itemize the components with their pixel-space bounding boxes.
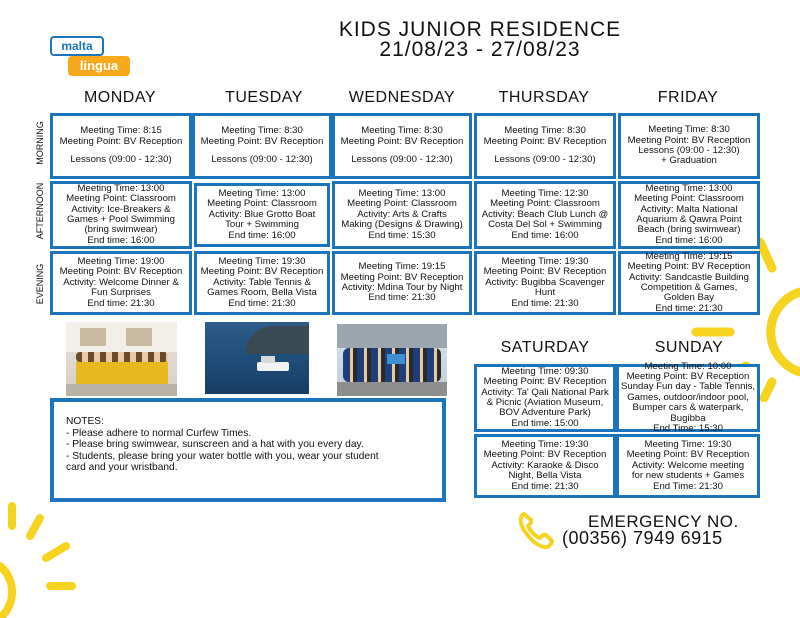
cell-line: Meeting Time: 8:30: [221, 125, 303, 137]
cell-line: Meeting Point: BV Reception: [59, 266, 183, 278]
cell-line: (bring swimwear): [84, 224, 158, 236]
cell-line: Making (Designs & Drawing): [341, 219, 463, 231]
cell-line: Lessons (09:00 - 12:30): [211, 154, 313, 166]
cell-line: Meeting Time: 8:15: [80, 125, 162, 137]
cell-line: Lessons (09:00 - 12:30): [638, 145, 740, 156]
cell-line: Activity: Malta National: [640, 203, 738, 215]
cell-thu-afternoon: [474, 181, 616, 249]
cell-line: End time: 21:30: [368, 292, 436, 304]
cell-line: Fun Surprises: [91, 287, 151, 299]
cell-line: Meeting Time: 19:15: [358, 261, 446, 273]
notes-line: NOTES:: [66, 416, 104, 427]
cell-line: Meeting Time: 10:00: [644, 360, 732, 372]
cell-line: Meeting Time: 13:00: [358, 187, 446, 199]
cell-line: Meeting Time: 19:30: [644, 438, 732, 450]
cell-line: Aquarium & Qawra Point: [636, 214, 742, 225]
cell-line: Meeting Point: BV Reception: [483, 376, 607, 388]
cell-line: Activity: Arts & Crafts: [357, 208, 447, 220]
cell-wed-afternoon: [332, 181, 472, 249]
cell-line: End time: 21:30: [511, 297, 579, 309]
cell-line: Meeting Point: BV Reception: [59, 135, 183, 147]
cell-line: Meeting Time: 12:30: [501, 187, 589, 199]
cell-line: Hunt: [534, 287, 556, 299]
cell-line: + Graduation: [661, 155, 717, 167]
emergency-number: (00356) 7949 6915: [562, 528, 723, 548]
cell-line: Lessons (09:00 - 12:30): [351, 154, 453, 166]
cell-line: & Picnic (Aviation Museum,: [486, 397, 604, 408]
cell-line: Meeting Point: BV Reception: [627, 134, 751, 146]
day-tuesday: TUESDAY: [225, 89, 303, 106]
cell-line: Activity: Table Tennis &: [213, 276, 311, 288]
cell-line: Activity: Sandcastle Building: [629, 271, 749, 283]
cell-wed-morning: [332, 113, 472, 179]
cell-line: Meeting Time: 19:30: [501, 255, 589, 267]
cell-line: Activity: Blue Grotto Boat: [208, 208, 316, 220]
cell-line: Meeting Point: BV Reception: [340, 135, 464, 147]
cell-line: for new students + Games: [631, 470, 745, 482]
cell-mon-afternoon: [50, 181, 192, 249]
cell-line: Games + Pool Swimming: [67, 214, 175, 225]
cell-line: Meeting Point: BV Reception: [626, 449, 750, 461]
cell-mon-evening: [50, 251, 192, 315]
cell-line: Tour + Swimming: [225, 219, 299, 231]
cell-line: Meeting Point: BV Reception: [483, 266, 607, 278]
cell-line: Meeting Time: 19:15: [645, 250, 733, 262]
cell-line: Games, outdoor/indoor pool,: [627, 391, 749, 403]
cell-line: Activity: Welcome meeting: [631, 459, 745, 471]
photo-boat-sea: [205, 322, 309, 394]
cell-wed-evening: [332, 251, 472, 315]
cell-line: Bumper cars & waterpark,: [632, 402, 744, 414]
cell-line: Activity: Welcome Dinner &: [63, 276, 179, 288]
photo-group-bus: [337, 324, 447, 396]
cell-line: Meeting Time: 13:00: [218, 187, 306, 199]
cell-line: Meeting Point: BV Reception: [626, 370, 750, 382]
cell-line: Golden Bay: [663, 292, 715, 304]
cell-line: Meeting Time: 19:30: [218, 255, 306, 267]
cell-thu-morning: [474, 113, 616, 179]
cell-line: End Time: 21:30: [653, 480, 723, 492]
notes-line: - Please adhere to normal Curfew Times.: [66, 427, 252, 439]
cell-line: Bugibba: [670, 412, 706, 424]
cell-line: Night, Bella Vista: [508, 470, 582, 482]
cell-line: Lessons (09:00 - 12:30): [494, 154, 596, 166]
notes-line: card and your wristband.: [66, 462, 178, 474]
cell-line: Beach (bring swimwear): [637, 224, 741, 236]
day-thursday: THURSDAY: [498, 89, 590, 106]
day-saturday: SATURDAY: [500, 339, 590, 356]
cell-fri-evening: [618, 251, 760, 315]
cell-line: BOV Adventure Park): [499, 407, 591, 419]
cell-line: Meeting Time: 13:00: [645, 182, 733, 194]
malta-lingua-logo: [50, 36, 130, 82]
cell-line: Meeting Time: 19:30: [501, 438, 589, 450]
cell-line: End time: 21:30: [228, 297, 296, 309]
cell-line: Meeting Time: 8:30: [504, 125, 586, 137]
cell-tue-morning: [192, 113, 332, 179]
cell-line: End time: 16:00: [511, 229, 579, 241]
cell-line: Meeting Point: BV Reception: [340, 271, 464, 283]
cell-line: End time: 21:30: [511, 480, 579, 492]
cell-sun-day: [616, 360, 760, 435]
date-range: 21/08/23 - 27/08/23: [379, 38, 581, 61]
cell-line: Meeting Point: Classroom: [66, 193, 176, 205]
logo-bottom-text: lingua: [68, 56, 130, 76]
day-monday: MONDAY: [83, 89, 157, 106]
cell-line: Meeting Time: 8:30: [361, 125, 443, 137]
cell-line: Costa Del Sol + Swimming: [488, 219, 602, 231]
period-evening: EVENING: [35, 263, 45, 305]
cell-sun-evening: [616, 434, 760, 498]
day-wednesday: WEDNESDAY: [348, 89, 456, 106]
cell-line: Activity: Ice-Breakers &: [71, 203, 171, 215]
cell-tue-afternoon: [194, 183, 330, 247]
cell-line: Meeting Time: 13:00: [77, 182, 165, 194]
day-sunday: SUNDAY: [654, 339, 724, 356]
cell-line: Activity: Bugibba Scavenger: [485, 276, 605, 288]
cell-line: End time: 15:30: [368, 229, 436, 241]
sun-left-icon: [0, 500, 90, 618]
cell-line: End time: 16:00: [228, 229, 296, 241]
cell-line: Meeting Point: BV Reception: [200, 135, 324, 147]
cell-line: Activity: Beach Club Lunch @: [481, 208, 609, 220]
cell-line: Meeting Point: BV Reception: [627, 261, 751, 273]
notes-box: [50, 398, 446, 502]
emergency-label: EMERGENCY NO.: [588, 512, 739, 531]
cell-line: Games Room, Bella Vista: [207, 287, 317, 299]
notes-line: - Students, please bring your water bottle with you, wear your student: [66, 450, 379, 462]
cell-line: Meeting Point: Classroom: [347, 198, 457, 210]
logo-top-text: malta: [50, 36, 104, 56]
cell-line: Activity: Ta' Qali National Park: [481, 386, 609, 398]
cell-thu-evening: [474, 251, 616, 315]
cell-line: Meeting Point: Classroom: [490, 198, 600, 210]
cell-fri-morning: [618, 113, 760, 179]
cell-line: Meeting Time: 8:30: [648, 124, 730, 136]
cell-line: Meeting Time: 09:30: [501, 365, 589, 377]
cell-tue-evening: [194, 251, 330, 315]
cell-line: Meeting Time: 19:00: [77, 255, 165, 267]
cell-line: Lessons (09:00 - 12:30): [70, 154, 172, 166]
cell-line: End time: 16:00: [655, 234, 723, 246]
cell-line: End time: 21:30: [87, 297, 155, 309]
period-afternoon: AFTERNOON: [35, 182, 45, 240]
page-title: KIDS JUNIOR RESIDENCE: [338, 18, 622, 41]
period-morning: MORNING: [35, 121, 45, 165]
cell-line: End time: 16:00: [87, 234, 155, 246]
cell-line: End time: 21:30: [655, 302, 723, 314]
photo-group-kids: [66, 322, 177, 396]
cell-line: Sunday Fun day - Table Tennis,: [620, 381, 756, 393]
cell-line: Meeting Point: BV Reception: [200, 266, 324, 278]
cell-line: Competition & Games,: [640, 282, 738, 293]
phone-icon: [516, 510, 556, 550]
cell-fri-afternoon: [618, 181, 760, 249]
cell-line: Meeting Point: BV Reception: [483, 449, 607, 461]
cell-line: Meeting Point: BV Reception: [483, 135, 607, 147]
cell-line: Activity: Karaoke & Disco: [491, 459, 599, 471]
cell-line: End Time: 15:30: [653, 423, 723, 435]
cell-sat-evening: [474, 434, 616, 498]
cell-line: End time: 15:00: [511, 417, 579, 429]
cell-line: Meeting Point: Classroom: [634, 193, 744, 205]
cell-line: Activity: Mdina Tour by Night: [341, 282, 463, 293]
day-friday: FRIDAY: [657, 89, 719, 106]
cell-line: Meeting Point: Classroom: [207, 198, 317, 210]
notes-line: - Please bring swimwear, sunscreen and a hat with you every day.: [66, 439, 364, 451]
cell-sat-day: [474, 364, 616, 432]
cell-mon-morning: [50, 113, 192, 179]
